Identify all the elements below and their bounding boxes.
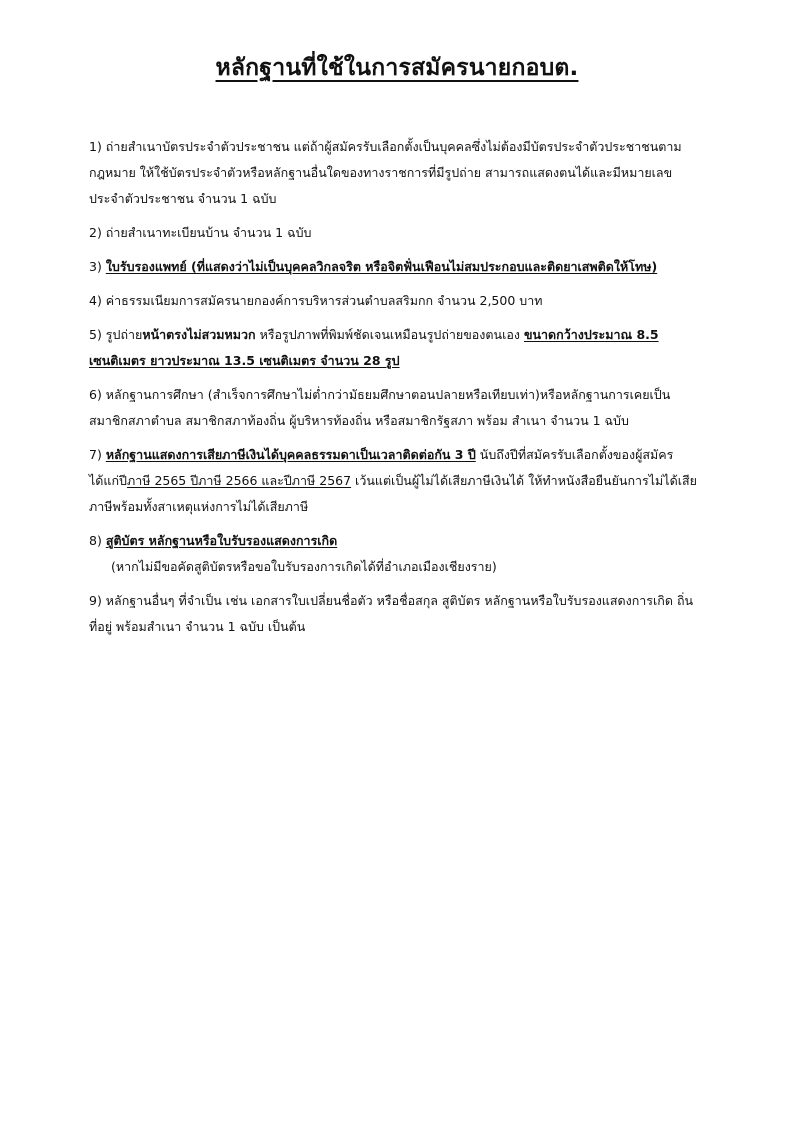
- list-item-6: 6) หลักฐานการศึกษา (สำเร็จการศึกษาไม่ต่ำกว่ามัธยมศึกษาตอนปลายหรือเทียบเท่า)หรือหลักฐานการเคยเป็นสมาชิกสภาตำบล สมาชิกสภาท้องถิ่น ผู้บริหารท้องถิ่น หรือสมาชิกรัฐสภา พร้อม สำเนา จำนวน 1 ฉบับ: [89, 387, 671, 428]
- photo-label: 5) รูปถ่าย: [89, 327, 143, 342]
- tax-evidence-text: หลักฐานแสดงการเสียภาษีเงินได้บุคคลธรรมดาเป็นเวลาติดต่อกัน 3 ปี: [105, 447, 476, 462]
- item-number: 7): [89, 447, 106, 462]
- list-item-9: 9) หลักฐานอื่นๆ ที่จำเป็น เช่น เอกสารใบเปลี่ยนชื่อตัว หรือชื่อสกุล สูติบัตร หลักฐานหรือใบรับรองแสดงการเกิด ถิ่นที่อยู่ พร้อมสำเนา จำนวน 1 ฉบับ เป็นต้น: [89, 593, 694, 634]
- page-title: หลักฐานที่ใช้ในการสมัครนายกอบต.: [215, 55, 579, 81]
- list-item-4: 4) ค่าธรรมเนียมการสมัครนายกองค์การบริหารส่วนตำบลสริมกก จำนวน 2,500 บาท: [89, 293, 543, 308]
- list-item-2: 2) ถ่ายสำเนาทะเบียนบ้าน จำนวน 1 ฉบับ: [89, 225, 312, 240]
- birth-certificate-text: สูติบัตร หลักฐานหรือใบรับรองแสดงการเกิด: [105, 533, 338, 548]
- tax-exception-text: เว้นแต่เป็นผู้ไม่ได้เสียภาษีเงินได้ ให้ทำหนังสือยืนยันการไม่ได้เสียภาษีพร้อมทั้งสาเหตุแห่งการไม่ได้เสียภาษี: [89, 473, 697, 514]
- requirements-list: [89, 134, 701, 648]
- list-item-3: [89, 254, 701, 280]
- tax-years-text: ภาษี 2565 ปีภาษี 2566 และปีภาษี 2567: [126, 473, 352, 488]
- list-item-7: [89, 442, 701, 520]
- photo-requirement-bold: หน้าตรงไม่สวมหมวก: [142, 327, 256, 342]
- item-number: 3): [89, 259, 106, 274]
- tax-period-text: นับถึงปีที่สมัครรับเลือกตั้งของผู้สมัคร ได้แก่ปี: [89, 447, 674, 488]
- photo-size-text: ขนาดกว้างประมาณ 8.5 เซนติเมตร ยาวประมาณ 13.5 เซนติเมตร จำนวน 28 รูป: [89, 327, 659, 368]
- photo-alt-text: หรือรูปภาพที่พิมพ์ชัดเจนเหมือนรูปถ่ายของตนเอง: [255, 327, 524, 342]
- list-item-5: [89, 322, 701, 374]
- list-item-1: 1) ถ่ายสำเนาบัตรประจำตัวประชาชน แต่ถ้าผู้สมัครรับเลือกตั้งเป็นบุคคลซึ่งไม่ต้องมีบัตรประจำตัวประชาชนตามกฎหมาย ให้ใช้บัตรประจำตัวหรือหลักฐานอื่นใดของทางราชการที่มีรูปถ่าย สามารถแสดงตนได้และมีหมายเลขประจำตัวประชาชน จำนวน 1 ฉบับ: [89, 139, 682, 206]
- list-item-8: [89, 528, 701, 580]
- birth-certificate-note: (หากไม่มีขอคัดสูติบัตรหรือขอใบรับรองการเกิดได้ที่อำเภอเมืองเชียงราย): [111, 559, 497, 574]
- medical-certificate-text: ใบรับรองแพทย์ (ที่แสดงว่าไม่เป็นบุคคลวิกลจริต หรือจิตฟั่นเฟือนไม่สมประกอบและติดยาเสพติดให้โทษ): [105, 259, 658, 274]
- item-number: 8): [89, 533, 106, 548]
